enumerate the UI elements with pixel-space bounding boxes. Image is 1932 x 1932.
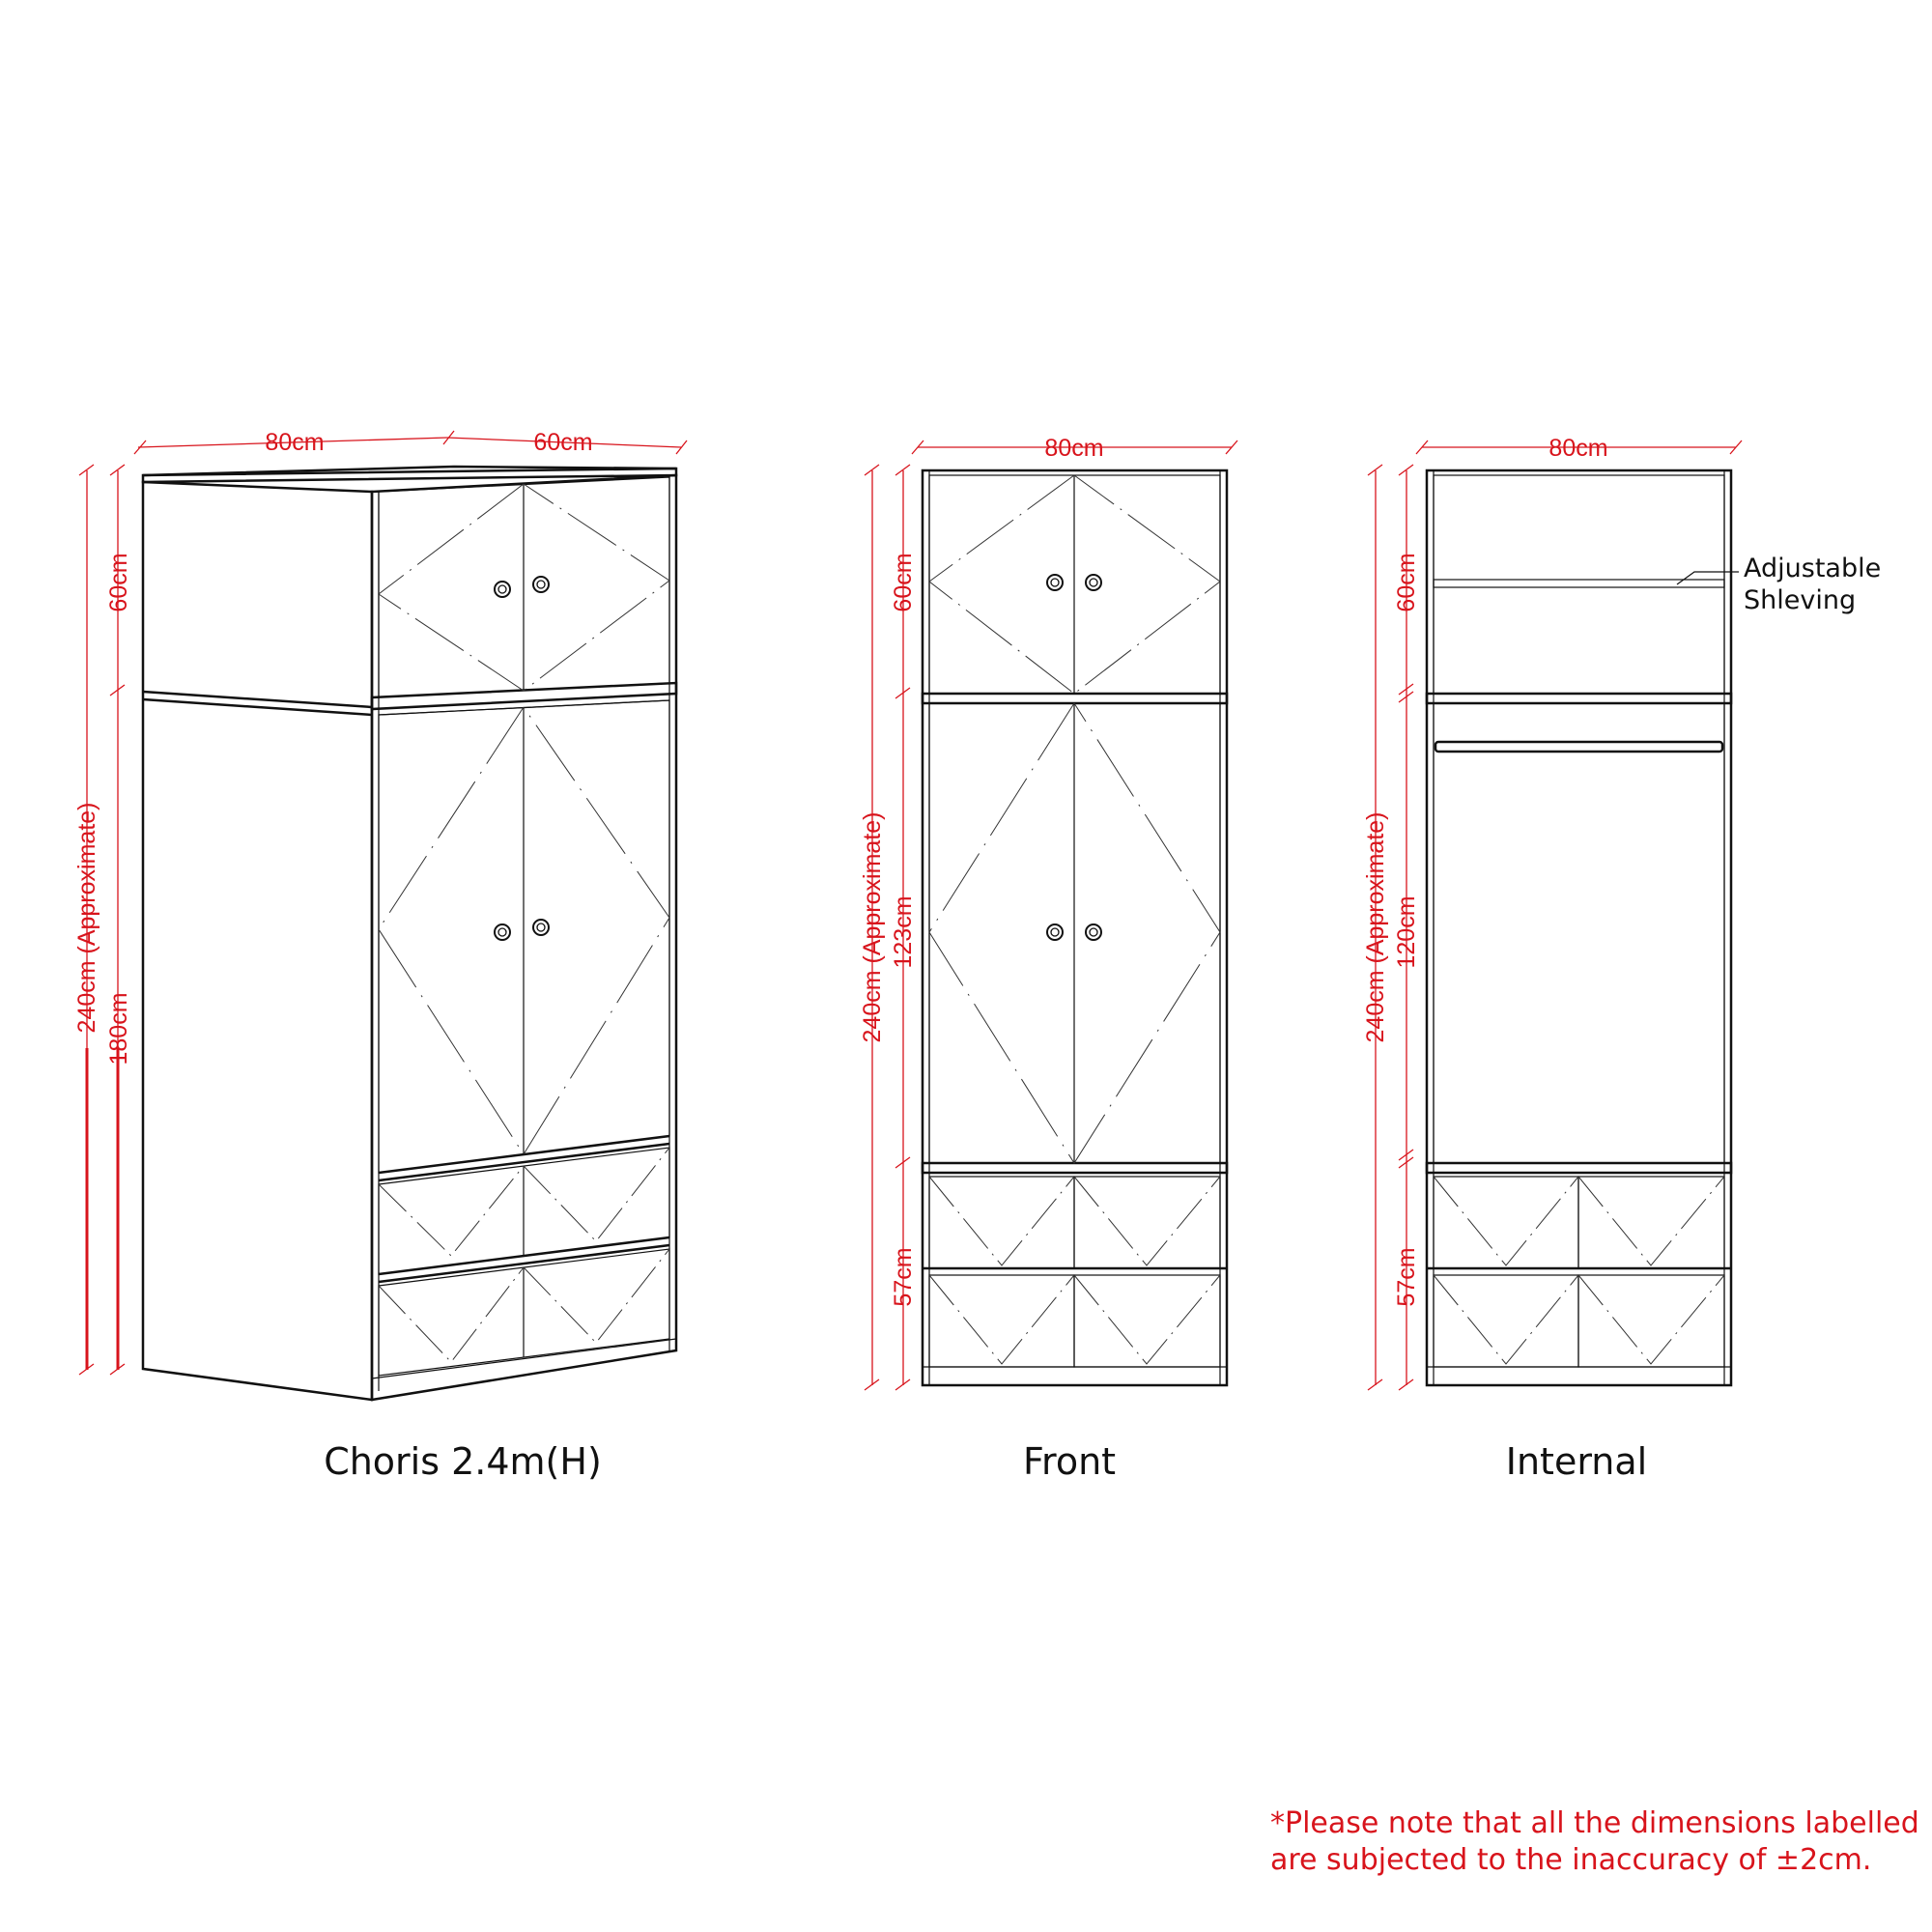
internal-bottom-height-label: 57cm [1393, 1247, 1420, 1307]
hanging-rail [1435, 742, 1722, 752]
internal-top-height-label: 60cm [1393, 553, 1420, 612]
knob-icon [1047, 924, 1063, 940]
front-drawer-tr [1074, 1177, 1220, 1268]
adjustable-shelf [1434, 580, 1724, 587]
iso-width-label: 80cm [265, 429, 325, 456]
internal-view [1362, 435, 1881, 1483]
knob-icon [533, 920, 549, 935]
internal-drawer-br [1578, 1275, 1724, 1367]
knob-icon [495, 582, 510, 597]
knob-icon [495, 924, 510, 940]
side-panel [143, 482, 372, 1400]
caption-front: Front [1022, 1440, 1117, 1483]
note-line-1: *Please note that all the dimensions labelled [1270, 1806, 1919, 1840]
front-drawer-tl [929, 1177, 1074, 1268]
caption-iso: Choris 2.4m(H) [324, 1440, 602, 1483]
callout-line-2: Shleving [1744, 585, 1857, 615]
front-divider [923, 694, 1227, 703]
callout-line-1: Adjustable [1744, 554, 1882, 583]
front-drawer-bl [929, 1275, 1074, 1367]
front-view [859, 435, 1237, 1483]
front-drawer-br [1074, 1275, 1220, 1367]
internal-drawer-tl [1434, 1177, 1578, 1268]
front-top-height-label: 60cm [890, 553, 917, 612]
isometric-view [73, 429, 687, 1483]
callout-leader [1677, 572, 1739, 584]
internal-middle-height-label: 120cm [1393, 895, 1420, 969]
knob-icon [1086, 575, 1101, 590]
front-total-height-label: 240cm (Approximate) [859, 811, 886, 1043]
knob-icon [533, 577, 549, 592]
iso-top-height-label: 60cm [105, 553, 132, 612]
knob-icon [1086, 924, 1101, 940]
internal-total-height-label: 240cm (Approximate) [1362, 811, 1389, 1043]
front-bottom-height-label: 57cm [890, 1247, 917, 1307]
iso-total-height-label: 240cm (Approximate) [73, 802, 100, 1034]
caption-internal: Internal [1505, 1440, 1648, 1483]
iso-dimensions [79, 431, 687, 1375]
internal-drawer-tr [1578, 1177, 1724, 1268]
internal-width-label: 80cm [1548, 435, 1608, 462]
front-middle-height-label: 123cm [890, 895, 917, 969]
front-width-label: 80cm [1044, 435, 1104, 462]
iso-lower-height-label: 180cm [105, 992, 132, 1065]
internal-drawer-bl [1434, 1275, 1578, 1367]
note-line-2: are subjected to the inaccuracy of ±2cm. [1270, 1843, 1872, 1877]
iso-depth-label: 60cm [533, 429, 593, 456]
knob-icon [1047, 575, 1063, 590]
internal-dimensions [1368, 440, 1742, 1390]
